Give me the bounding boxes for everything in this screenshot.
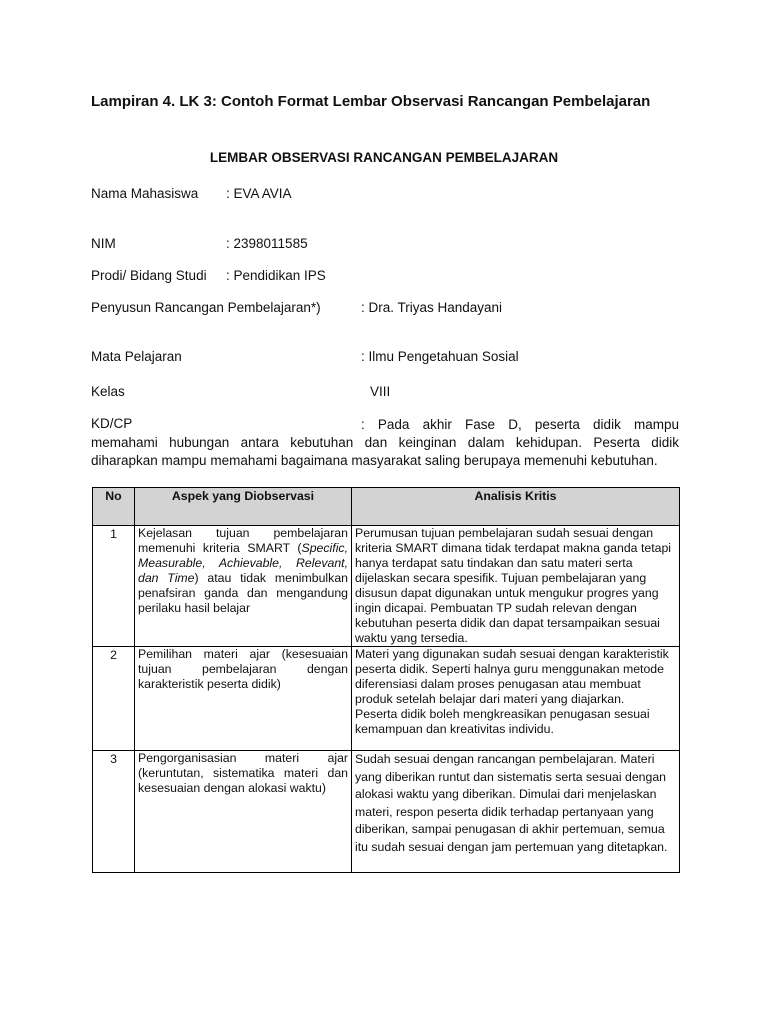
kelas-value: VIII — [370, 384, 391, 399]
header-analisis: Analisis Kritis — [352, 488, 680, 526]
penyusun-value: : Dra. Triyas Handayani — [361, 300, 503, 315]
observation-table — [92, 487, 680, 873]
aspek-cell: Pemilihan materi ajar (kesesuaian tujuan pembelajaran dengan karakteristik peserta didik) — [135, 647, 352, 751]
analisis-cell: Perumusan tujuan pembelajaran sudah sesuai dengan kriteria SMART dimana tidak terdapat makna ganda tetapi hanya terdapat satu tindakan dan satu materi serta dijelaskan secara spesifik. Tujuan pembelajaran yang disusun dapat digunakan untuk mengukur progres yang ingin dicapai. Pembuatan TP sudah relevan dengan kebutuhan peserta didik dan dapat tersampaikan sesuai waktu yang tersedia. — [352, 526, 680, 647]
table-row — [93, 647, 680, 751]
kelas-label: Kelas — [91, 384, 125, 399]
table-header-row — [93, 488, 680, 526]
penyusun-label: Penyusun Rancangan Pembelajaran*) — [91, 300, 321, 315]
prodi-value: : Pendidikan IPS — [226, 268, 326, 283]
kdcp-value: : Pada akhir Fase D, peserta didik mampu memahami hubungan antara kebutuhan dan keinginan dalam kehidupan. Peserta didik diharapkan mampu memahami bagaimana masyarakat saling berupaya memenuhi kebutuhan. — [91, 417, 679, 468]
kdcp-label: KD/CP — [91, 416, 133, 431]
aspek-cell — [135, 526, 352, 647]
analisis-paragraph: Peserta didik boleh mengkreasikan penugasan sesuai kemampuan dan kreativitas individu. — [355, 707, 650, 736]
nim-value: : 2398011585 — [226, 236, 308, 251]
page-title: Lampiran 4. LK 3: Contoh Format Lembar Observasi Rancangan Pembelajaran — [91, 93, 651, 110]
aspek-smart-terms: Specific, Measurable, Achievable, Relevant, dan Time — [138, 541, 348, 585]
analisis-paragraph: Materi yang digunakan sudah sesuai dengan karakteristik peserta didik. Seperti halnya guru menggunakan metode diferensiasi dalam proses penugasan atau membuat produk setelah belajar dari materi yang diajarkan. — [355, 647, 669, 706]
analisis-cell: Sudah sesuai dengan rancangan pembelajaran. Materi yang diberikan runtut dan sistematis serta sesuai dengan alokasi waktu yang diberikan. Dimulai dari menjelaskan materi, respon peserta didik terhadap pertanyaan yang diberikan, sampai penugasan di akhir pertemuan, semua itu sudah sesuai dengan jam pertemuan yang ditetapkan. — [352, 751, 680, 873]
row-number: 3 — [93, 751, 135, 873]
row-number: 2 — [93, 647, 135, 751]
table-row — [93, 526, 680, 647]
table-row — [93, 751, 680, 873]
analisis-cell — [352, 647, 680, 751]
header-aspek: Aspek yang Diobservasi — [135, 488, 352, 526]
aspek-cell: Pengorganisasian materi ajar (keruntutan, sistematika materi dan kesesuaian dengan alokasi waktu) — [135, 751, 352, 873]
header-no: No — [93, 488, 135, 526]
mapel-value: : Ilmu Pengetahuan Sosial — [361, 349, 519, 364]
aspek-text-cont: ) atau tidak menimbulkan penafsiran ganda dan mengandung perilaku hasil belajar — [138, 571, 348, 615]
nama-value: : EVA AVIA — [226, 186, 292, 201]
nama-label: Nama Mahasiswa — [91, 186, 199, 201]
aspek-text: Kejelasan tujuan pembelajaran memenuhi kriteria SMART ( — [138, 526, 348, 555]
form-heading: LEMBAR OBSERVASI RANCANGAN PEMBELAJARAN — [209, 150, 559, 165]
nim-label: NIM — [91, 236, 116, 251]
mapel-label: Mata Pelajaran — [91, 349, 182, 364]
prodi-label: Prodi/ Bidang Studi — [91, 268, 207, 283]
row-number: 1 — [93, 526, 135, 647]
